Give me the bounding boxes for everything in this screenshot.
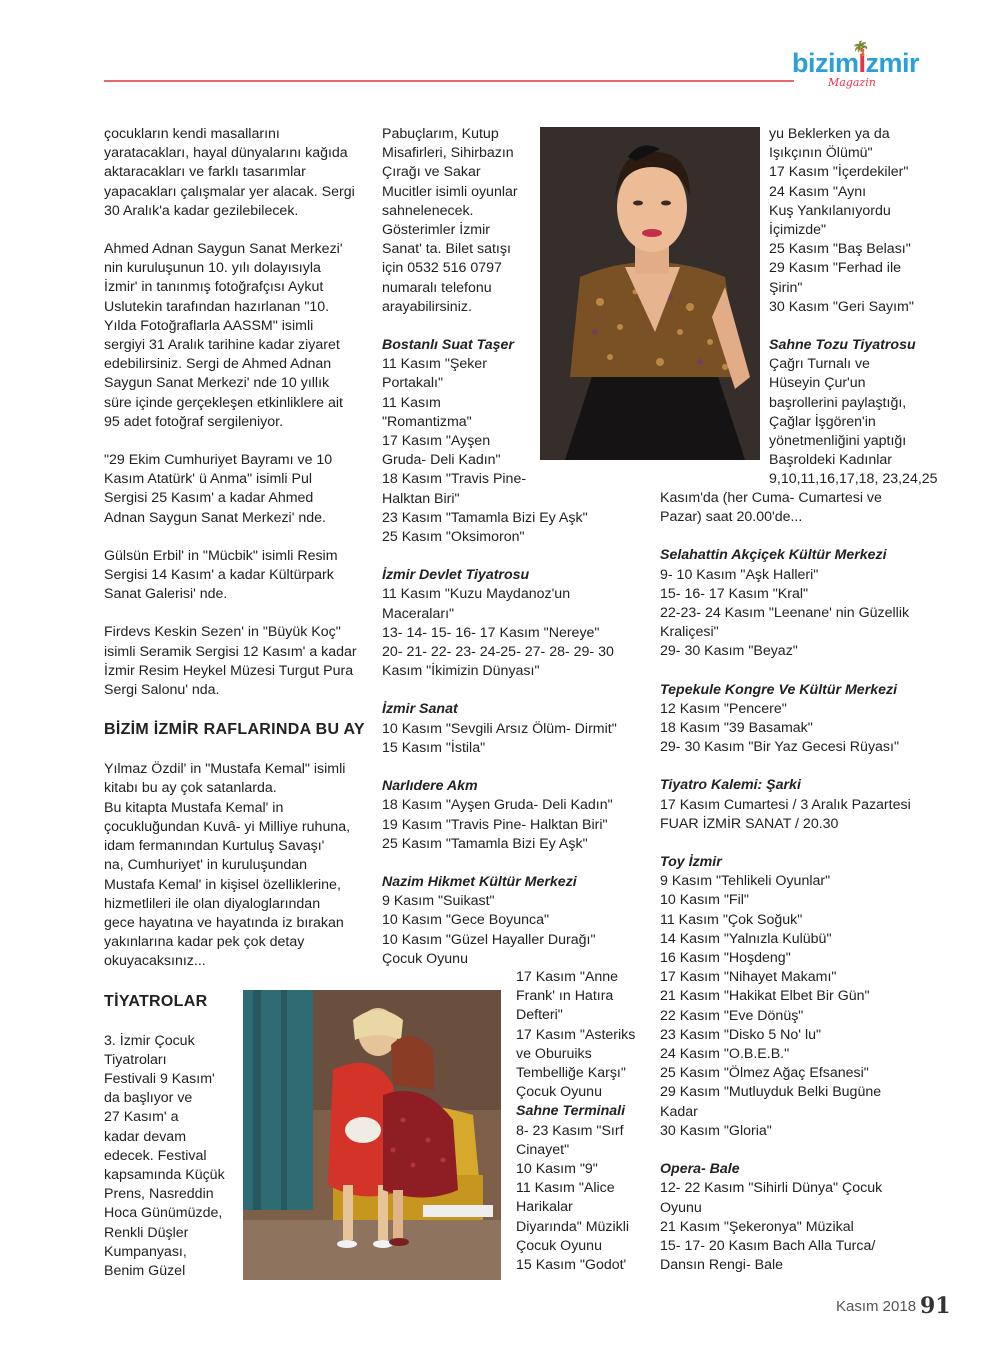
column-3-upper (769, 125, 949, 490)
venue-listing: 11 Kasım "Kuzu Maydanoz'un Maceraları" 13- 14- 15- 16- 17 Kasım "Nereye" 20- 21- 22- 23- 24-25- 27- 28- 29- 30 Kasım "İkimizin Dünyası" (382, 586, 614, 680)
paragraph: Gülsün Erbil' in "Mücbik" isimli Resim Sergisi 14 Kasım' a kadar Kültürpark Sanat Galerisi' nde. (104, 547, 338, 603)
paragraph: Yılmaz Özdil' in "Mustafa Kemal" isimli kitabı bu ay çok satanlarda. Bu kitapta Mustafa Kemal' in çocukluğundan Kuvâ- yi Milliye ruhuna, idam fermanından Kurtuluş Savaşı' na, Cumhuriyet' in kuruluşundan Mustafa Kemal' in kişisel özelliklerine, hizmetlileri ile olan diyaloglarından gece hayatına ve hayatında iz bırakan yakınlarına kadar pek çok detay okuyacaksınız... (104, 761, 351, 970)
issue-date: Kasım 2018 (836, 1298, 917, 1315)
venue-heading: Narlıdere Akm (382, 778, 478, 795)
actress-portrait-photo (540, 127, 760, 460)
paragraph: Ahmed Adnan Saygun Sanat Merkezi' nin kuruluşunun 10. yılı dolayısıyla İzmir' in tanınmış fotoğrafçısı Aykut Uslutekin tarafından hazırlanan "10. Yılda Fotoğraflarla AASSM" isimli sergiyi 31 Aralık tarihine kadar ziyaret edebilirsiniz. Sergi de Ahmed Adnan Saygun Sanat Merkezi' nde 10 yıllık süre içinde gerçekleşen etkinliklere ait 95 adet fotoğraf sergileniyor. (104, 241, 343, 430)
venue-listing: 17 Kasım Cumartesi / 3 Aralık Pazartesi FUAR İZMİR SANAT / 20.30 (660, 796, 911, 832)
section-heading: TİYATROLAR (104, 992, 208, 1010)
venue-heading: Sahne Terminali (516, 1103, 626, 1120)
venue-listing: yu Beklerken ya da Işıkçının Ölümü" 17 Kasım "İçerdekiler" 24 Kasım "Aynı Kuş Yankılanıyordu İçimizde" 25 Kasım "Baş Belası" 29 Kasım "Ferhad ile Şirin" 30 Kasım "Geri Sayım" (769, 126, 914, 315)
logo-subtitle: Magazin (828, 76, 876, 89)
venue-listing: 11 Kasım "Şeker Portakalı" 11 Kasım "Romantizma" 17 Kasım "Ayşen Gruda- Deli Kadın" 18 Kasım "Travis Pine- Halktan Biri" 23 Kasım "Tamamla Bizi Ey Aşk" 25 Kasım "Oksimoron" (382, 356, 588, 546)
paragraph: 3. İzmir Çocuk Tiyatroları Festivali 9 Kasım' da başlıyor ve 27 Kasım' a kadar devam edecek. Festival kapsamında Küçük Prens, Nasreddin Hoca Günümüzde, Renkli Düşler Kumpanyası, Benim Güzel (104, 1032, 225, 1279)
paragraph: Pabuçlarım, Kutup Misafirleri, Sihirbazın Çırağı ve Sakar Mucitler isimli oyunlar sahnelenecek. Gösterimler İzmir Sanat' ta. Bilet satışı için 0532 516 0797 numaralı telefonu arayabilirsiniz. (382, 126, 518, 315)
venue-listing: Kasım'da (her Cuma- Cumartesi ve Pazar) saat 20.00'de... (660, 490, 882, 526)
venue-heading: Tepekule Kongre Ve Kültür Merkezi (660, 681, 898, 698)
venue-listing: Çağrı Turnalı ve Hüseyin Çur'un başrollerini paylaştığı, Çağlar İşgören'in yönetmenliğini yaptığı Başroldeki Kadınlar 9,10,11,16,17,18, 23,24,25 (769, 356, 938, 488)
venue-listing: 9 Kasım "Tehlikeli Oyunlar" 10 Kasım "Fil" 11 Kasım "Çok Soğuk" 14 Kasım "Yalnızla Kulübü" 16 Kasım "Hoşdeng" 17 Kasım "Nihayet Makamı" 21 Kasım "Hakikat Elbet Bir Gün" 22 Kasım "Eve Dönüş" 23 Kasım "Disko 5 No' lu" 24 Kasım "O.B.E.B." 25 Kasım "Ölmez Ağaç Efsanesi" 29 Kasım "Mutluyduk Belki Bugüne Kadar 30 Kasım "Gloria" (660, 873, 882, 1139)
venue-listing: 17 Kasım "Anne Frank' ın Hatıra Defteri" 17 Kasım "Asteriks ve Oburuiks Tembelliğe Karşı" Çocuk Oyunu (516, 969, 636, 1101)
paragraph: çocukların kendi masallarını yaratacakları, hayal dünyalarını kağıda aktaracakları ve farklı tasarımlar yapacakları çalışmalar yer alacak. Sergi 30 Aralık'a kadar gezilebilecek. (104, 126, 355, 219)
logo-wordmark: bizimİzmir (792, 48, 920, 78)
paragraph: "29 Ekim Cumhuriyet Bayramı ve 10 Kasım Atatürk' ü Anma" isimli Pul Sergisi 25 Kasım' a kadar Ahmed Adnan Saygun Sanat Merkezi' nde. (104, 452, 333, 526)
palm-icon: 🌴 (852, 40, 870, 56)
venue-heading: Sahne Tozu Tiyatrosu (769, 337, 916, 354)
venue-heading: İzmir Devlet Tiyatrosu (382, 567, 530, 584)
column-3 (660, 489, 945, 1275)
venue-heading: Tiyatro Kalemi: Şarki (660, 777, 801, 794)
venue-listing: 10 Kasım "Sevgili Arsız Ölüm- Dirmit" 15 Kasım "İstila" (382, 720, 617, 756)
venue-listing: 9 Kasım "Suikast" 10 Kasım "Gece Boyunca" 10 Kasım "Güzel Hayaller Durağı" Çocuk Oyunu (382, 893, 596, 967)
venue-listing: 12 Kasım "Pencere" 18 Kasım "39 Basamak" 29- 30 Kasım "Bir Yaz Gecesi Rüyası" (660, 700, 900, 756)
venue-heading: Toy İzmir (660, 854, 722, 871)
venue-heading: Nazim Hikmet Kültür Merkezi (382, 873, 577, 890)
magazine-logo (792, 40, 922, 92)
column-2-lower (516, 968, 646, 1275)
venue-heading: Opera- Bale (660, 1161, 740, 1178)
venue-listing: 18 Kasım "Ayşen Gruda- Deli Kadın" 19 Kasım "Travis Pine- Halktan Biri" 25 Kasım "Tamamla Bizi Ey Aşk" (382, 797, 613, 852)
venue-heading: Bostanlı Suat Taşer (382, 337, 514, 354)
venue-listing: 12- 22 Kasım "Sihirli Dünya" Çocuk Oyunu 21 Kasım "Şekeronya" Müzikal 15- 17- 20 Kasım Bach Alla Turca/ Dansın Rengi- Bale (660, 1180, 883, 1274)
section-heading: BİZİM İZMİR RAFLARINDA BU AY (104, 721, 365, 739)
page-number: 91 (920, 1293, 951, 1319)
header-rule (104, 80, 794, 82)
venue-listing: 9- 10 Kasım "Aşk Halleri" 15- 16- 17 Kasım "Kral" 22-23- 24 Kasım "Leenane' nin Güzellik Kraliçesi" 29- 30 Kasım "Beyaz" (660, 566, 910, 660)
paragraph: Firdevs Keskin Sezen' in "Büyük Koç" isimli Seramik Sergisi 12 Kasım' a kadar İzmir Resim Heykel Müzesi Turgut Pura Sergi Salonu' nda. (104, 624, 357, 699)
venue-listing: 8- 23 Kasım "Sırf Cinayet" 10 Kasım "9" 11 Kasım "Alice Harikalar Diyarında" Müzikli Çocuk Oyunu 15 Kasım "Godot' (516, 1122, 630, 1274)
venue-heading: Selahattin Akçiçek Kültür Merkezi (660, 547, 887, 564)
theatre-scene-photo (243, 990, 501, 1280)
venue-heading: İzmir Sanat (382, 701, 458, 718)
